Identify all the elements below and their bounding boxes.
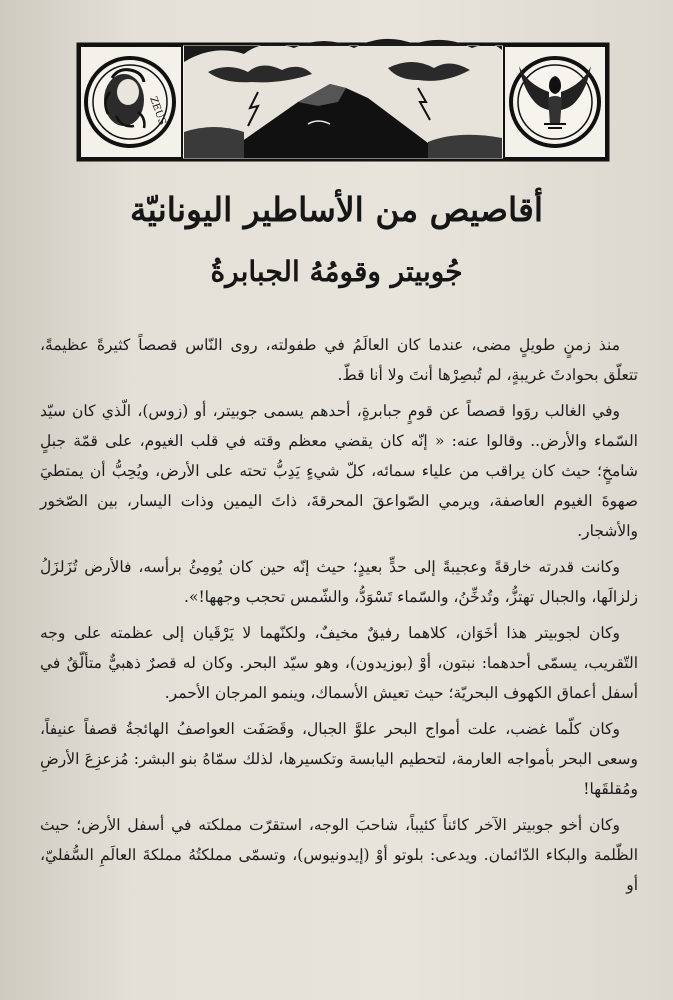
page-subtitle: جُوبيتر وقومُهُ الجبابرةُ — [210, 255, 463, 288]
coin-left-label: ZEUS — [147, 95, 168, 127]
paragraph: وكان كلّما غضب، علت أمواج البحر علوَّ الجبال، وقَصَفَت العواصفُ الهائجةُ قصفاً عنيفاً، وسعى البحر بأمواجه العارمة، لتحطيم اليابسة وتكسيرها، لذلك سمّاهُ بنو البشر: مُزعزِعَ الأرضِ ومُقلقَها! — [40, 720, 638, 798]
paragraph: وكان أخو جوبيتر الآخر كائناً كئيباً، شاحبَ الوجه، استقرّت مملكته في أسفل الأرض؛ حيث الظّلمة والبكاء الدّائمان. ويدعى: بلوتو أوْ (إيدونيوس)، وتسمّى مملكتُهُ مملكةَ العالَمِ السُّفليّ، أو — [40, 816, 638, 894]
mountain-storm-icon — [184, 39, 502, 158]
paragraph: منذ زمنٍ طويلٍ مضى، عندما كان العالَمُ في طفولته، روى النّاس قصصاً كثيرةً عظيمةً، تتعلّق بحوادثَ غريبةٍ، لم تُبصِرْها أنتَ ولا أنا قطّ. — [40, 336, 638, 384]
decorative-banner — [68, 32, 618, 167]
paragraph: وكان لجوبيتر هذا أخَوَان، كلاهما رفيقٌ مخيفٌ، ولكنّهما لا يَرْقَيان إلى عظمته على وجه التّقريب، يسمّى أحدهما: نبتون، أوْ (بوزيدون)، وهو سيّد البحر. وكان له قصرٌ ذهبيٌّ متألّقٌ في أسفل أعماق الكهوف البحريّة؛ حيث تعيش الأسماك، وينمو المرجان الأحمر. — [40, 624, 638, 702]
eagle-coin-icon — [504, 46, 606, 158]
zeus-coin-icon — [80, 46, 182, 158]
page-title: أقاصيص من الأساطير اليونانيّة — [129, 190, 544, 229]
paragraph: وكانت قدرته خارقةً وعجيبةً إلى حدٍّ بعيدٍ؛ حيث إنّه حين كان يُومِئُ برأسه، فالأرض تُزَلزَلُ زلزالَها، والجبال تهتزُّ، وتُدخِّنُ، والسّماء تَسْوَدُّ، والشّمس تحجب وجهها!». — [40, 558, 638, 606]
body-text — [40, 330, 638, 906]
paragraph: وفي الغالب روَوا قصصاً عن قومٍ جبابرةٍ، أحدهم يسمى جوبيتر، أو (زوس)، الّذي كان سيّد السّماء والأرض.. وقالوا عنه: « إنّه كان يقضي معظم وقته في قلب الغيوم، على قمّة جبلٍ شامخٍ؛ حيث كان يراقب من علياء سمائه، كلّ شيءٍ يَدِبُّ تحته على الأرض، ويُحِبُّ أن يمتطيَ صهوةَ الغيوم العاصفة، ويرمي الصّواعقَ المحرقةَ، ذاتَ اليمين وذات اليسار، بين الصّخور والأشجار. — [40, 402, 638, 540]
